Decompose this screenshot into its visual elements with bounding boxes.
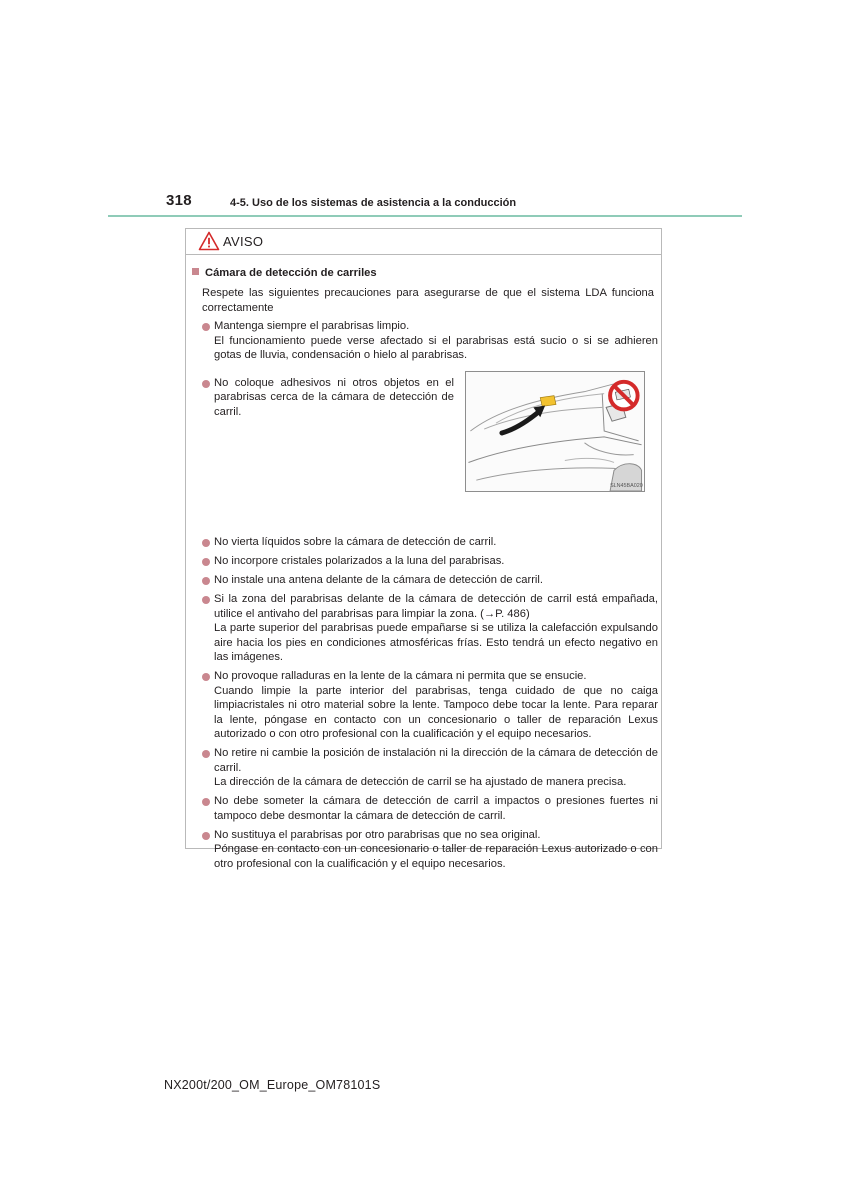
item-detail: El funcionamiento puede verse afectado si el parabrisas está sucio o si se adhieren gotas de lluvia, condensación o hielo al parabrisas. xyxy=(214,334,658,361)
list-item xyxy=(202,573,658,588)
list-item xyxy=(202,669,658,742)
warning-heading-text: Cámara de detección de carriles xyxy=(205,267,377,279)
item-text: No sustituya el parabrisas por otro parabrisas que no sea original. xyxy=(214,828,541,841)
list-item xyxy=(202,746,658,790)
item-text: Mantenga siempre el parabrisas limpio. xyxy=(214,320,410,332)
item-text: No debe someter la cámara de detección de carril a impactos o presiones fuertes ni tampoco debe desmontar la cámara de detección de carril. xyxy=(214,795,658,822)
list-item xyxy=(202,554,658,569)
warning-triangle-icon xyxy=(198,231,220,251)
page-number: 318 xyxy=(166,192,192,209)
illustration-code: SLN45BA020 xyxy=(610,483,643,490)
section-title: 4-5. Uso de los sistemas de asistencia a la conducción xyxy=(230,197,517,209)
header-rule xyxy=(108,215,742,217)
item-text: No coloque adhesivos ni otros objetos en el parabrisas cerca de la cámara de detección de carril. xyxy=(214,376,454,418)
item-text: No retire ni cambie la posición de instalación ni la dirección de la cámara de detección de carril. xyxy=(214,747,658,774)
list-item xyxy=(202,828,658,872)
list-item xyxy=(202,376,454,420)
item-text: Si la zona del parabrisas delante de la cámara de detección de carril está empañada, utilice el antivaho del parabrisas para limpiar la zona. (→P. 486) xyxy=(214,593,658,620)
item-text: No vierta líquidos sobre la cámara de detección de carril. xyxy=(214,536,497,548)
list-item xyxy=(202,319,658,363)
heading-square-icon xyxy=(192,268,199,275)
item-detail: La dirección de la cámara de detección de carril se ha ajustado de manera precisa. xyxy=(214,776,627,788)
warning-heading xyxy=(192,267,377,279)
item-detail: Póngase en contacto con un concesionario o taller de reparación Lexus autorizado o con otro profesional con la cualificación y el equipo necesarios. xyxy=(214,843,658,870)
windshield-illustration xyxy=(465,371,645,492)
warning-intro: Respete las siguientes precauciones para asegurarse de que el sistema LDA funciona correctamente xyxy=(202,287,654,314)
item-detail: Cuando limpie la parte interior del parabrisas, tenga cuidado de que no caiga limpiacristales ni otro material sobre la lente. Tampoco debe tocar la lente. Para reparar la lente, póngase en contacto con un concesionario o taller de reparación Lexus autorizado o con otro profesional con la cualificación y el equipo necesarios. xyxy=(214,684,658,740)
item-text: No instale una antena delante de la cámara de detección de carril. xyxy=(214,574,543,586)
warning-label: AVISO xyxy=(223,234,264,249)
item-text: No provoque ralladuras en la lente de la cámara ni permita que se ensucie. xyxy=(214,670,587,682)
item-detail: La parte superior del parabrisas puede empañarse si se utiliza la calefacción expulsando aire hacia los pies en condiciones atmosféricas frías. Esto tendrá un efecto negativo en las imágenes. xyxy=(214,622,658,663)
list-item xyxy=(202,794,658,823)
list-item xyxy=(202,592,658,665)
warning-header xyxy=(186,229,661,255)
item-text: No incorpore cristales polarizados a la luna del parabrisas. xyxy=(214,555,505,567)
document-code: NX200t/200_OM_Europe_OM78101S xyxy=(164,1078,381,1092)
list-item xyxy=(202,535,658,550)
warning-box xyxy=(185,228,662,870)
